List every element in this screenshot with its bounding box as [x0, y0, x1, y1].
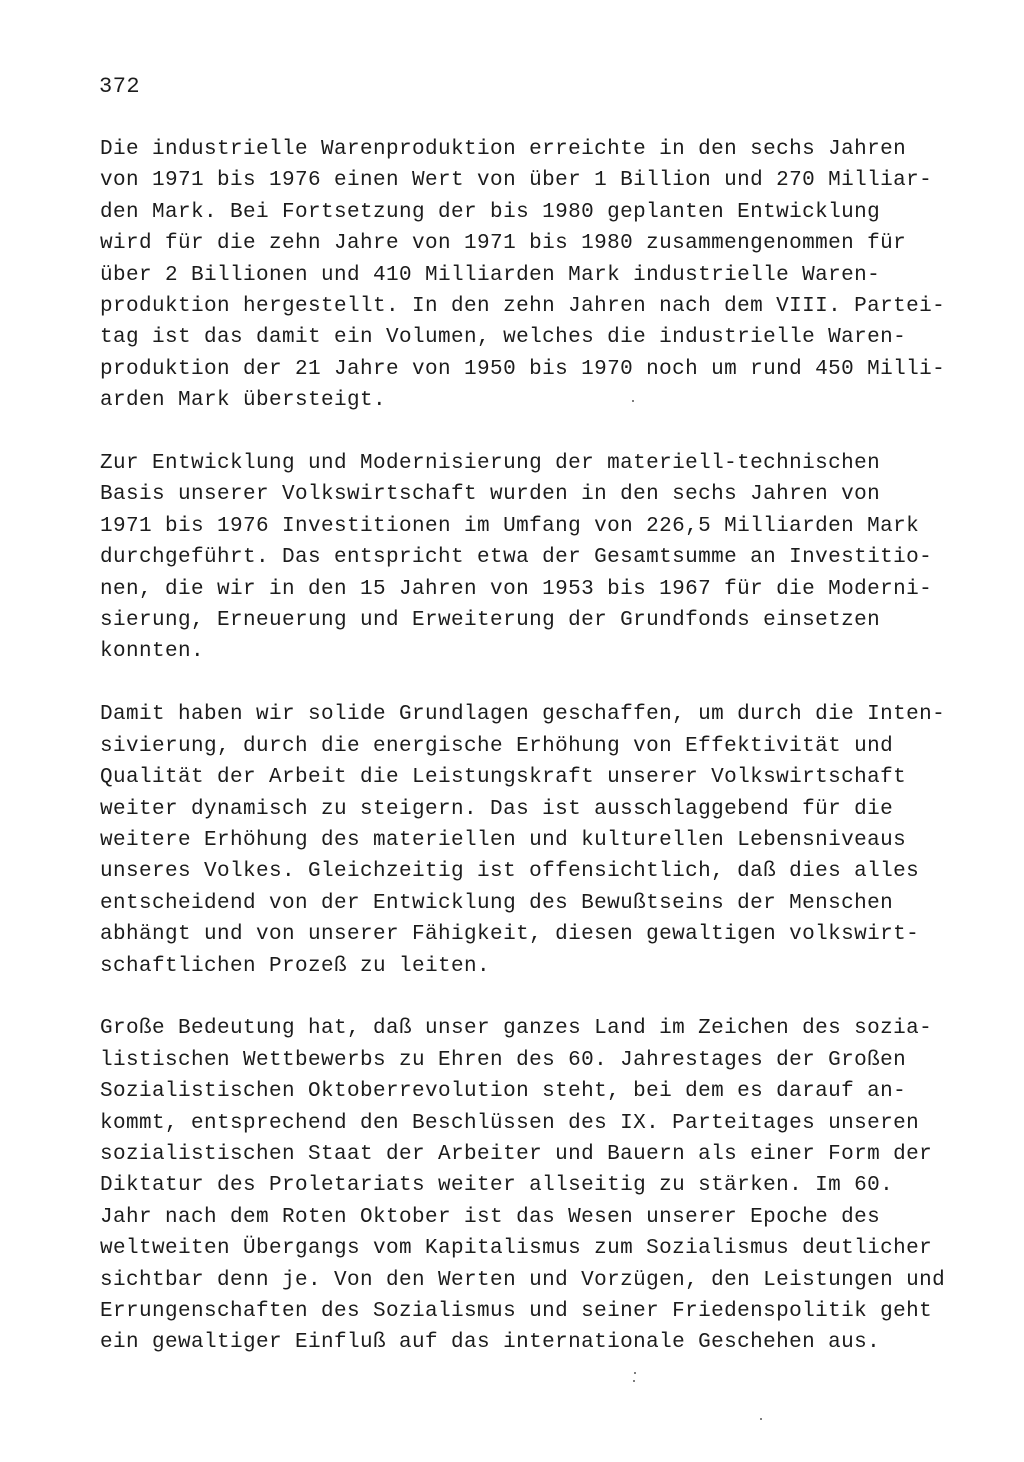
text-line: sichtbar denn je. Von den Werten und Vorzügen, den Leistungen und: [100, 1268, 946, 1292]
text-line: Die industrielle Warenproduktion erreichte in den sechs Jahren: [100, 138, 907, 161]
scan-speck: [632, 400, 634, 402]
text-line: über 2 Billionen und 410 Milliarden Mark industrielle Waren-: [100, 263, 881, 287]
body-text: [100, 134, 946, 1359]
text-line: sozialistischen Staat der Arbeiter und Bauern als einer Form der: [100, 1142, 933, 1166]
text-line: weitere Erhöhung des materiellen und kulturellen Lebensniveaus: [100, 828, 907, 852]
text-line: sivierung, durch die energische Erhöhung von Effektivität und: [100, 734, 894, 758]
text-line: Damit haben wir solide Grundlagen geschaffen, um durch die Inten-: [100, 703, 946, 727]
text-line: produktion hergestellt. In den zehn Jahren nach dem VIII. Partei-: [100, 295, 946, 319]
scan-speck: [633, 1380, 635, 1382]
text-line: schaftlichen Prozeß zu leiten.: [100, 954, 491, 978]
paragraph-3: [100, 699, 946, 982]
text-line: nen, die wir in den 15 Jahren von 1953 bis 1967 für die Moderni-: [100, 577, 933, 601]
page-number: 372: [99, 74, 141, 99]
text-line: tag ist das damit ein Volumen, welches die industrielle Waren-: [100, 326, 907, 350]
paragraph-spacer: [100, 982, 930, 1013]
text-line: Große Bedeutung hat, daß unser ganzes Land im Zeichen des sozia-: [100, 1017, 933, 1041]
paragraph-1: [100, 134, 946, 417]
text-line: Jahr nach dem Roten Oktober ist das Wesen unserer Epoche des: [100, 1205, 881, 1229]
text-line: wird für die zehn Jahre von 1971 bis 1980 zusammengenommen für: [100, 232, 907, 256]
text-line: abhängt und von unserer Fähigkeit, diesen gewaltigen volkswirt-: [100, 923, 920, 947]
text-line: produktion der 21 Jahre von 1950 bis 1970 noch um rund 450 Milli-: [100, 357, 946, 381]
text-line: Basis unserer Volkswirtschaft wurden in den sechs Jahren von: [100, 483, 881, 507]
paragraph-spacer: [100, 417, 930, 448]
paragraph-4: [100, 1013, 946, 1358]
text-line: konnten.: [100, 640, 205, 664]
paragraph-2: [100, 448, 933, 668]
text-line: sierung, Erneuerung und Erweiterung der Grundfonds einsetzen: [100, 609, 881, 633]
text-line: listischen Wettbewerbs zu Ehren des 60. Jahrestages der Großen: [100, 1048, 907, 1072]
text-line: den Mark. Bei Fortsetzung der bis 1980 geplanten Entwicklung: [100, 200, 881, 224]
scan-speck: [634, 1372, 636, 1374]
text-line: weiter dynamisch zu steigern. Das ist ausschlaggebend für die: [100, 797, 894, 821]
text-line: durchgeführt. Das entspricht etwa der Gesamtsumme an Investitio-: [100, 546, 933, 570]
scan-speck: [760, 1418, 762, 1420]
paragraph-spacer: [100, 668, 930, 699]
text-line: Sozialistischen Oktoberrevolution steht, bei dem es darauf an-: [100, 1080, 907, 1104]
text-line: Qualität der Arbeit die Leistungskraft unserer Volkswirtschaft: [100, 766, 907, 790]
text-line: unseres Volkes. Gleichzeitig ist offensichtlich, daß dies alles: [100, 860, 920, 884]
text-line: Zur Entwicklung und Modernisierung der materiell-technischen: [100, 452, 881, 476]
text-line: weltweiten Übergangs vom Kapitalismus zum Sozialismus deutlicher: [100, 1237, 933, 1261]
text-line: ein gewaltiger Einfluß auf das internationale Geschehen aus.: [100, 1331, 881, 1355]
text-line: Errungenschaften des Sozialismus und seiner Friedenspolitik geht: [100, 1299, 933, 1323]
text-line: von 1971 bis 1976 einen Wert von über 1 Billion und 270 Milliar-: [100, 169, 933, 193]
text-line: arden Mark übersteigt.: [100, 389, 387, 413]
text-line: entscheidend von der Entwicklung des Bewußtseins der Menschen: [100, 891, 894, 915]
text-line: kommt, entsprechend den Beschlüssen des IX. Parteitages unseren: [100, 1111, 920, 1135]
text-line: 1971 bis 1976 Investitionen im Umfang von 226,5 Milliarden Mark: [100, 514, 920, 538]
text-line: Diktatur des Proletariats weiter allseitig zu stärken. Im 60.: [100, 1174, 894, 1198]
